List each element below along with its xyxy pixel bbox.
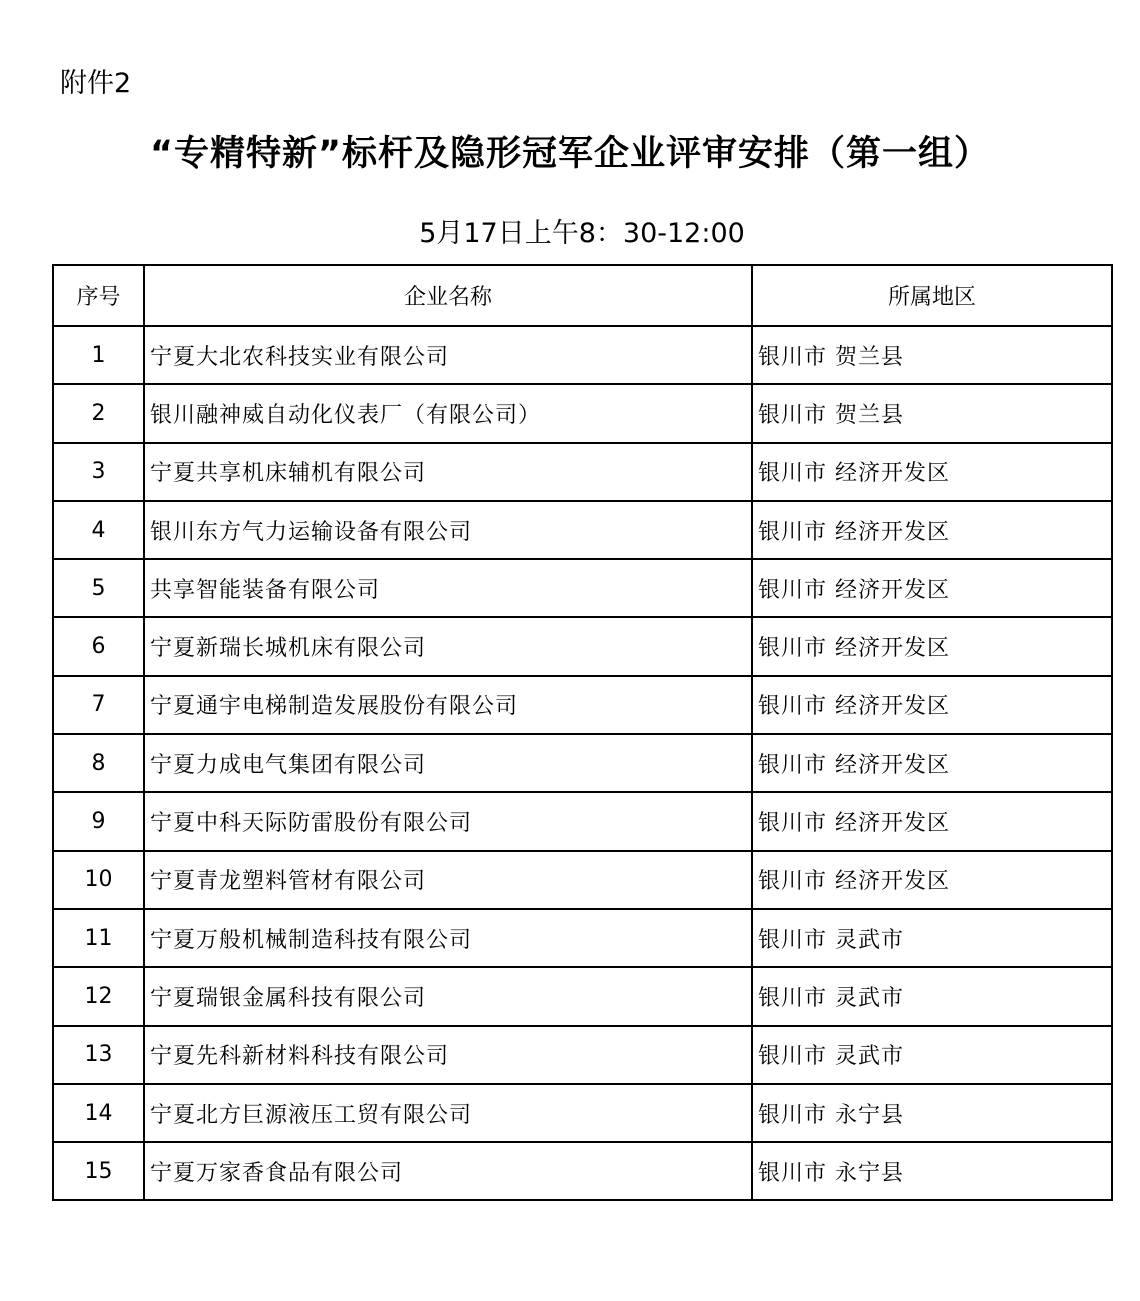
row-region: 银川市 灵武市 [752,909,1112,967]
row-company-name: 共享智能装备有限公司 [144,559,752,617]
header-seq: 序号 [53,265,144,326]
review-schedule-table [52,264,1113,1201]
table-row [53,326,1112,384]
table-row [53,559,1112,617]
schedule-time: 5月17日上午8：30-12:00 [419,218,745,249]
row-seq: 1 [53,326,144,384]
row-company-name: 宁夏万般机械制造科技有限公司 [144,909,752,967]
row-region: 银川市 经济开发区 [752,559,1112,617]
row-company-name: 宁夏北方巨源液压工贸有限公司 [144,1084,752,1142]
row-region: 银川市 经济开发区 [752,676,1112,734]
row-seq: 11 [53,909,144,967]
row-company-name: 宁夏力成电气集团有限公司 [144,734,752,792]
row-region: 银川市 经济开发区 [752,617,1112,675]
table-row [53,967,1112,1025]
row-region: 银川市 灵武市 [752,1026,1112,1084]
row-seq: 8 [53,734,144,792]
row-region: 银川市 贺兰县 [752,326,1112,384]
row-company-name: 宁夏万家香食品有限公司 [144,1142,752,1200]
row-company-name: 银川东方气力运输设备有限公司 [144,501,752,559]
header-company-name: 企业名称 [144,265,752,326]
row-company-name: 宁夏青龙塑料管材有限公司 [144,851,752,909]
row-company-name: 宁夏新瑞长城机床有限公司 [144,617,752,675]
row-seq: 7 [53,676,144,734]
row-region: 银川市 灵武市 [752,967,1112,1025]
table-row [53,792,1112,850]
attachment-label: 附件2 [60,68,132,99]
row-seq: 4 [53,501,144,559]
table-row [53,851,1112,909]
table-row [53,909,1112,967]
table-row [53,1084,1112,1142]
table-row [53,1142,1112,1200]
row-seq: 5 [53,559,144,617]
row-seq: 14 [53,1084,144,1142]
row-region: 银川市 永宁县 [752,1084,1112,1142]
row-seq: 12 [53,967,144,1025]
table-row [53,1026,1112,1084]
row-seq: 3 [53,443,144,501]
table-row [53,443,1112,501]
row-company-name: 宁夏瑞银金属科技有限公司 [144,967,752,1025]
row-region: 银川市 经济开发区 [752,792,1112,850]
table-row [53,617,1112,675]
row-company-name: 宁夏中科天际防雷股份有限公司 [144,792,752,850]
row-region: 银川市 经济开发区 [752,851,1112,909]
row-region: 银川市 永宁县 [752,1142,1112,1200]
table-row [53,384,1112,442]
row-region: 银川市 经济开发区 [752,443,1112,501]
table-row [53,676,1112,734]
row-company-name: 宁夏大北农科技实业有限公司 [144,326,752,384]
header-region: 所属地区 [752,265,1112,326]
row-region: 银川市 贺兰县 [752,384,1112,442]
row-region: 银川市 经济开发区 [752,734,1112,792]
row-seq: 15 [53,1142,144,1200]
table-row [53,734,1112,792]
row-company-name: 宁夏先科新材料科技有限公司 [144,1026,752,1084]
row-seq: 9 [53,792,144,850]
table-header-row [53,265,1112,326]
row-seq: 10 [53,851,144,909]
row-seq: 2 [53,384,144,442]
row-region: 银川市 经济开发区 [752,501,1112,559]
row-seq: 6 [53,617,144,675]
row-company-name: 宁夏通宇电梯制造发展股份有限公司 [144,676,752,734]
row-company-name: 银川融神威自动化仪表厂（有限公司） [144,384,752,442]
row-seq: 13 [53,1026,144,1084]
document-title: “专精特新”标杆及隐形冠军企业评审安排（第一组） [149,134,990,174]
row-company-name: 宁夏共享机床辅机有限公司 [144,443,752,501]
table-row [53,501,1112,559]
